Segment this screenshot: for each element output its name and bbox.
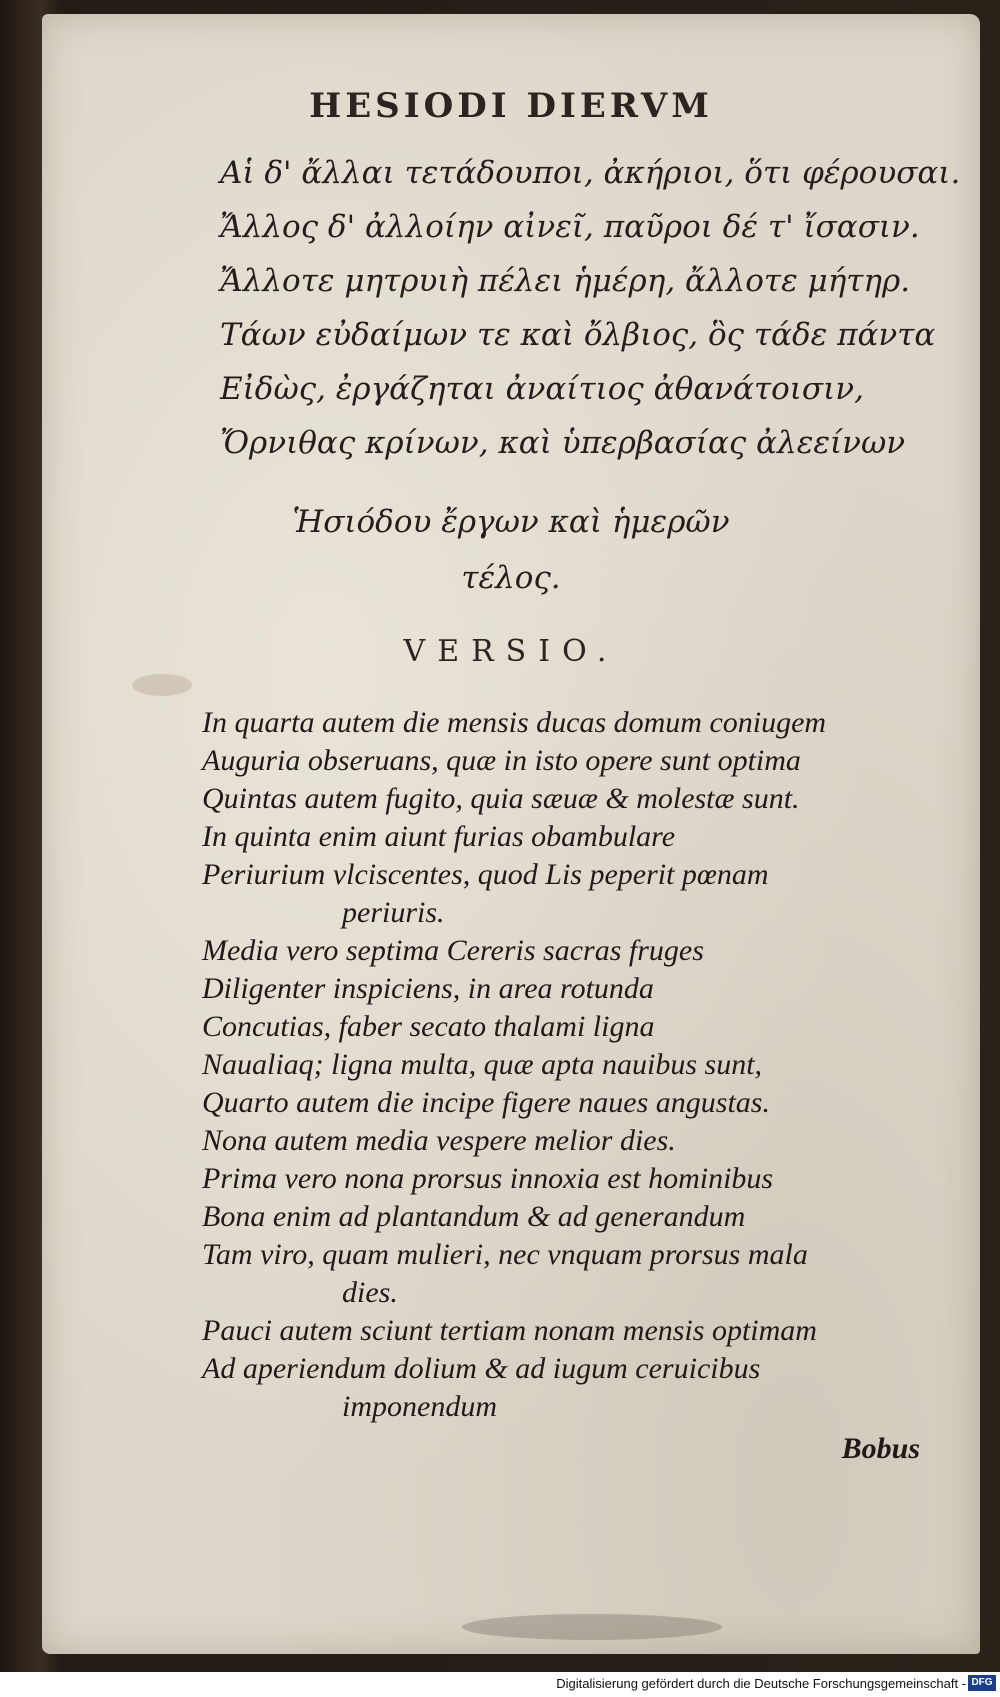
latin-line: Bona enim ad plantandum & ad generandum	[202, 1200, 746, 1233]
latin-line: Pauci autem sciunt tertiam nonam mensis optimam	[202, 1314, 817, 1347]
latin-line: Prima vero nona prorsus innoxia est hominibus	[202, 1162, 774, 1195]
latin-line: dies.	[342, 1276, 398, 1309]
latin-line: periuris.	[342, 896, 445, 929]
digitization-credit: Digitalisierung gefördert durch die Deutsche Forschungsgemeinschaft -	[556, 1676, 966, 1691]
running-head: HESIODI DIERVM	[309, 86, 713, 126]
greek-line: Ἄλλος δ' ἀλλοίην αἰνεῖ, παῦροι δέ τ' ἴσασιν.	[220, 209, 920, 245]
latin-translation-block	[202, 704, 972, 1426]
latin-line: Concutias, faber secato thalami ligna	[202, 1010, 655, 1043]
colophon-line: τέλος.	[461, 560, 561, 596]
section-title: VERSIO.	[403, 634, 619, 669]
latin-line: Periurium vlciscentes, quod Lis peperit pœnam	[202, 858, 769, 891]
latin-line: Diligenter inspiciens, in area rotunda	[202, 972, 654, 1005]
latin-line: In quinta enim aiunt furias obambulare	[202, 820, 676, 853]
greek-verse-block	[220, 146, 960, 470]
book-page	[42, 14, 980, 1654]
latin-line: Tam viro, quam mulieri, nec vnquam prorsus mala	[202, 1238, 808, 1271]
greek-line: Τάων εὐδαίμων τε καὶ ὄλβιος, ὃς τάδε πάντα	[220, 317, 936, 353]
greek-line: Αἱ δ' ἄλλαι τετάδουποι, ἀκήριοι, ὅτι φέρουσαι.	[220, 155, 961, 191]
latin-line: Quarto autem die incipe figere naues angustas.	[202, 1086, 770, 1119]
latin-line: In quarta autem die mensis ducas domum coniugem	[202, 706, 827, 739]
latin-line: Naualiaq; ligna multa, quæ apta nauibus sunt,	[202, 1048, 763, 1081]
paper-stain	[462, 1614, 722, 1640]
colophon	[42, 494, 980, 606]
latin-line: Auguria obseruans, quæ in isto opere sunt optima	[202, 744, 801, 777]
latin-line: Ad aperiendum dolium & ad iugum ceruicibus	[202, 1352, 761, 1385]
greek-line: Ὄρνιθας κρίνων, καὶ ὑπερβασίας ἀλεείνων	[220, 425, 906, 461]
paper-stain	[132, 674, 192, 696]
greek-line: Εἰδὼς, ἐργάζηται ἀναίτιος ἀθανάτοισιν,	[220, 371, 864, 407]
colophon-line: Ἡσιόδου ἔργων καὶ ἡμερῶν	[292, 504, 730, 540]
latin-line: Media vero septima Cereris sacras fruges	[202, 934, 704, 967]
latin-line: Quintas autem fugito, quia sæuæ & molestæ sunt.	[202, 782, 800, 815]
catchword: Bobus	[841, 1432, 920, 1465]
latin-line: Nona autem media vespere melior dies.	[202, 1124, 676, 1157]
greek-line: Ἄλλοτε μητρυιὴ πέλει ἡμέρη, ἄλλοτε μήτηρ.	[220, 263, 911, 299]
dfg-logo: DFG	[968, 1675, 996, 1691]
latin-line: imponendum	[342, 1390, 497, 1423]
